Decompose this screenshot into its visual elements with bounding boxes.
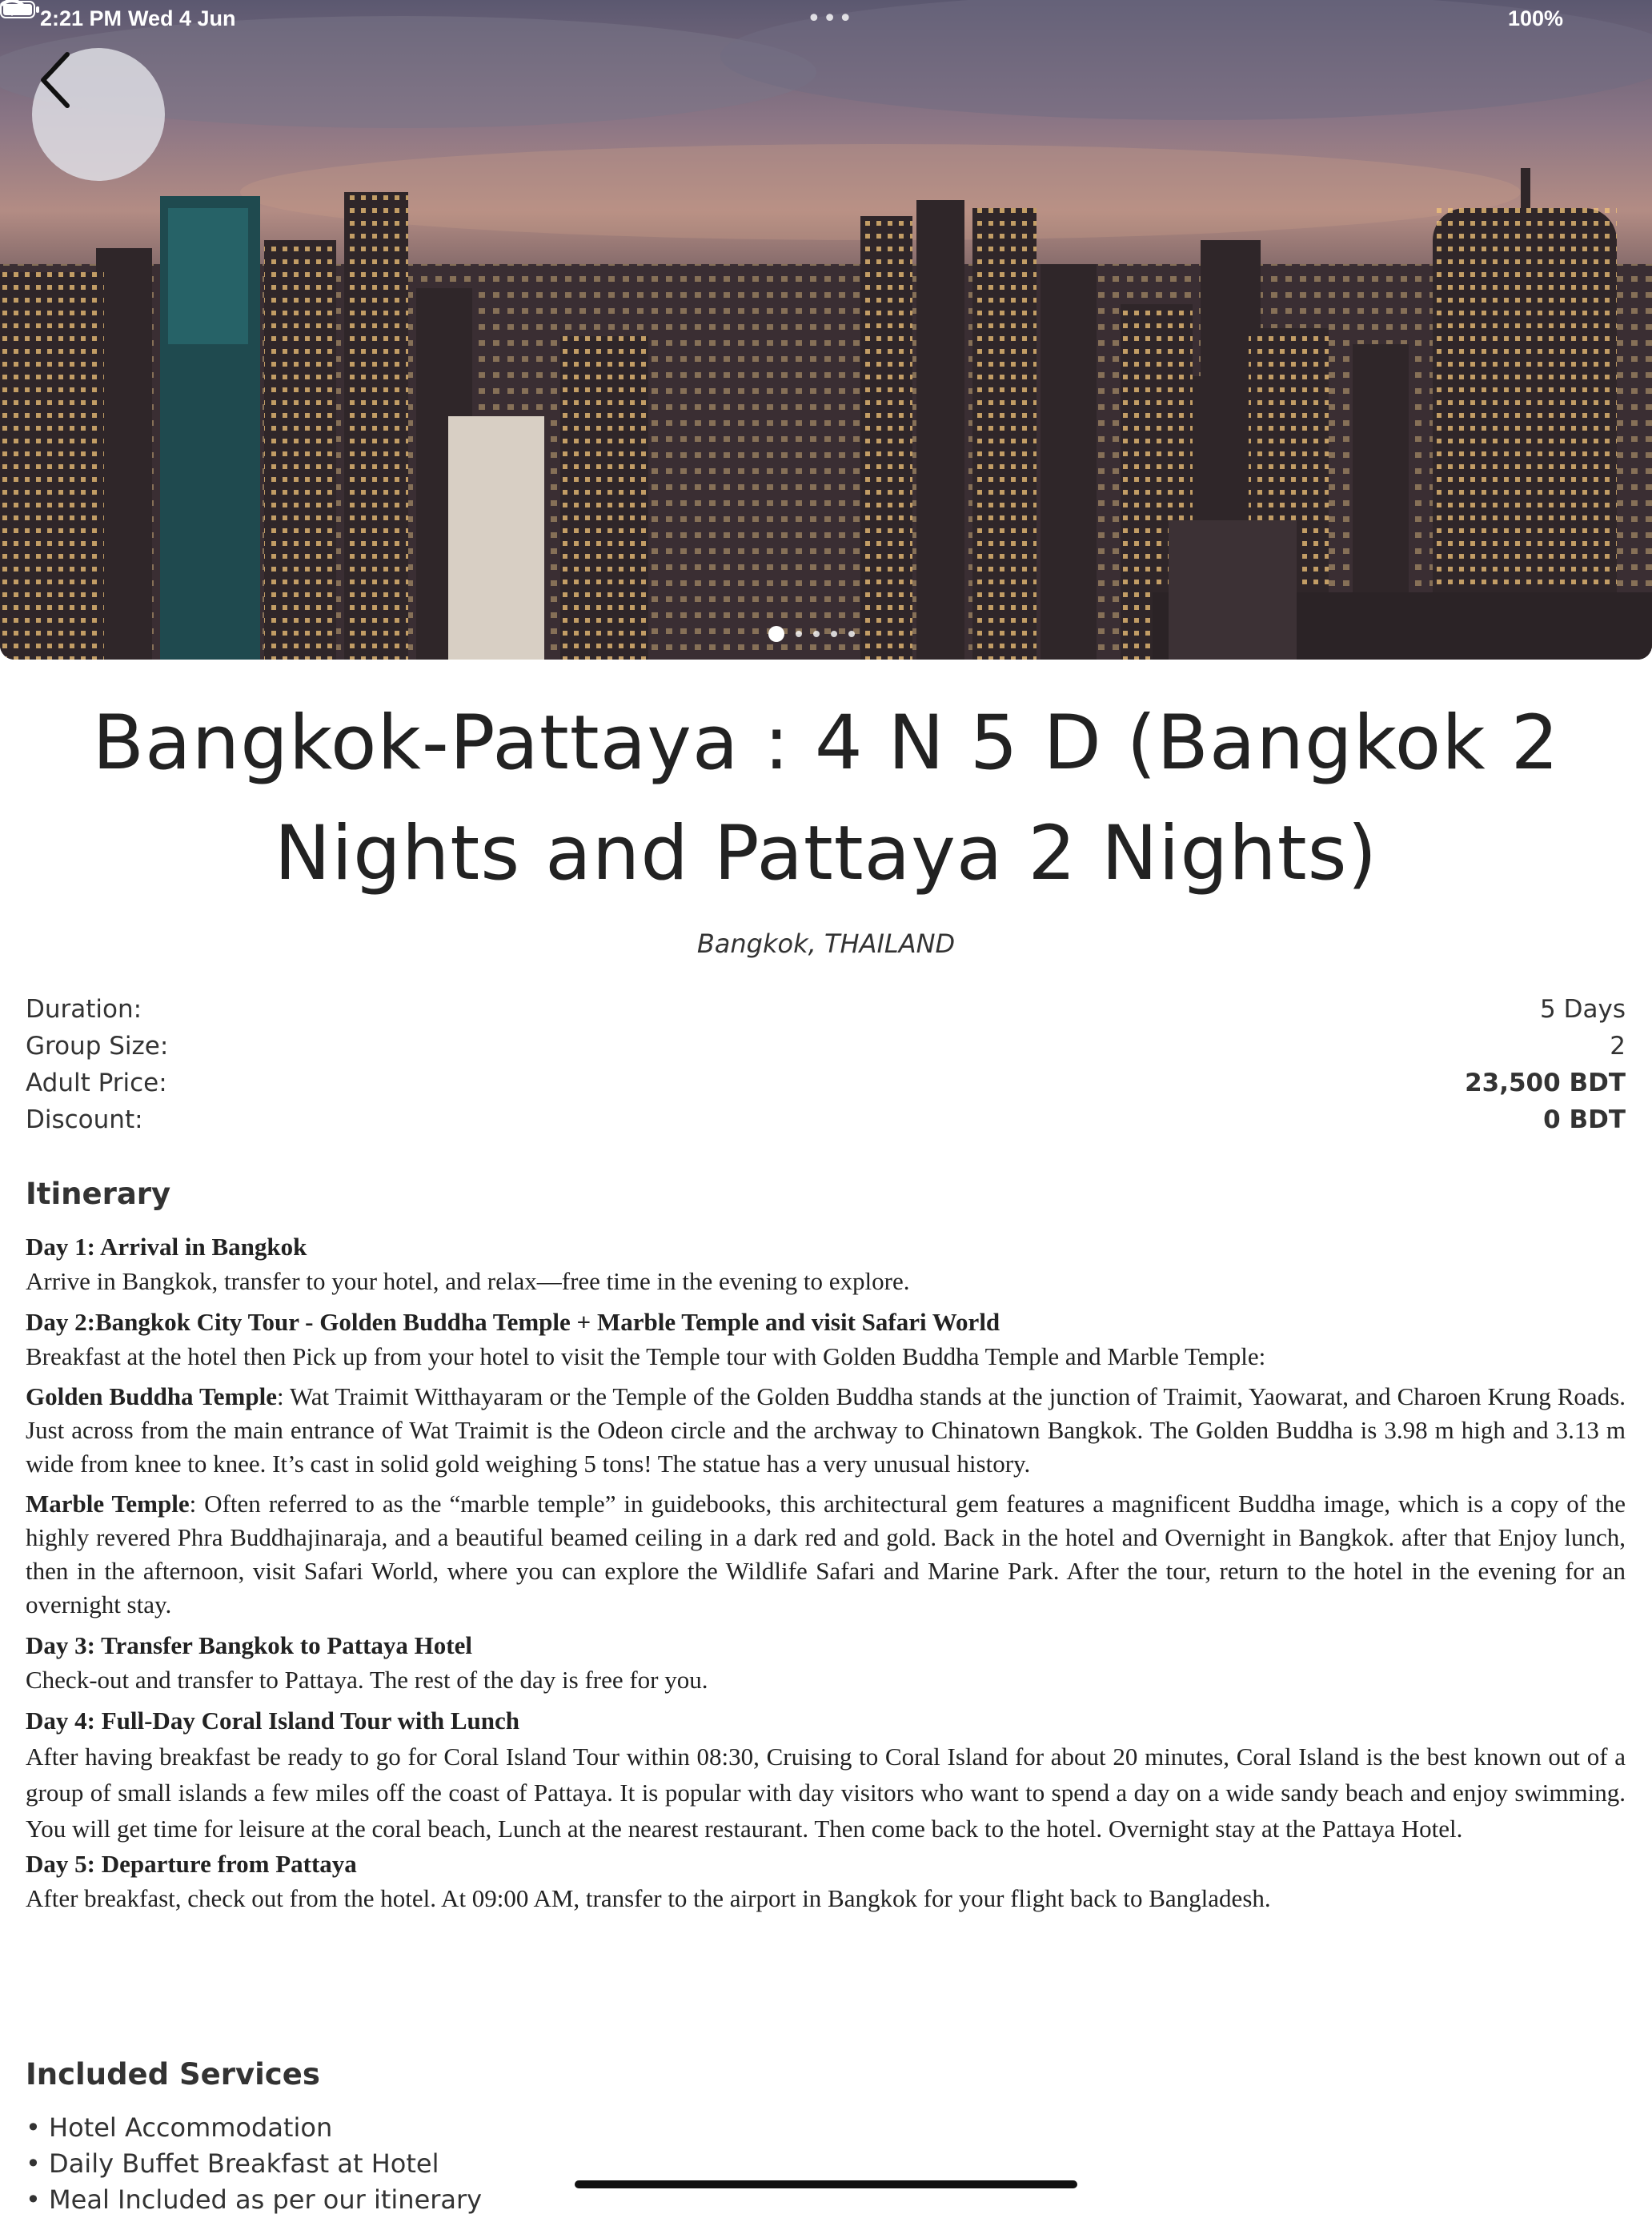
day-description: Check-out and transfer to Pattaya. The rest of the day is free for you. xyxy=(26,1666,708,1694)
day-description: After having breakfast be ready to go for Coral Island Tour within 08:30, Cruising to Coral Island for about 20 minutes, Coral Island is the best known out of a group of small islands a few miles off the coast of Pattaya. It is popular with day visitors who want to spend a day on a wide sandy beach and enjoy swimming. You will get time for leisure at the coral beach, Lunch at the nearest restaurant. Then come back to the hotel. Overnight stay at the Pattaya Hotel. xyxy=(26,1743,1626,1843)
pager-dot-4[interactable] xyxy=(831,631,837,637)
pager-dot-1[interactable] xyxy=(768,626,784,642)
day-title: Day 4: Full-Day Coral Island Tour with Lunch xyxy=(26,1707,519,1735)
fact-duration xyxy=(26,991,1626,1028)
image-pager[interactable] xyxy=(768,626,855,642)
fact-value: 23,500 BDT xyxy=(1465,1069,1626,1097)
multitasking-dots-icon[interactable]: ••• xyxy=(807,5,855,33)
fact-label: Group Size: xyxy=(26,1032,169,1061)
included-services-heading: Included Services xyxy=(26,2057,320,2092)
battery-percentage: 100% xyxy=(1508,6,1564,30)
itinerary-content xyxy=(26,1229,1626,1915)
status-time: 2:21 PM xyxy=(40,6,122,30)
pager-dot-2[interactable] xyxy=(796,631,802,637)
day-title: Day 1: Arrival in Bangkok xyxy=(26,1233,307,1261)
day-title: Day 2:Bangkok City Tour - Golden Buddha Temple + Marble Temple and visit Safari World xyxy=(26,1308,1000,1336)
tour-location: Bangkok, THAILAND xyxy=(696,929,956,959)
fact-value: 2 xyxy=(1610,1032,1626,1061)
fact-value: 0 BDT xyxy=(1543,1105,1626,1134)
fact-label: Duration: xyxy=(26,995,142,1024)
fact-label: Discount: xyxy=(26,1105,143,1134)
back-button[interactable] xyxy=(32,48,165,181)
day-title: Day 5: Departure from Pattaya xyxy=(26,1850,357,1878)
fact-discount xyxy=(26,1101,1626,1138)
marble-temple-text: : Often referred to as the “marble temple” in guidebooks, this architectural gem features a magnificent Buddha image, which is a copy of the highly revered Phra Buddhajinaraja, and a beautiful beamed ceiling in a dark red and gold. Back in the hotel and Overnight in Bangkok. after that Enjoy lunch, then in the afternoon, visit Safari World, where you can explore the Wildlife Safari and Marine Park. After the tour, return to the hotel in the evening for an overnight stay. xyxy=(26,1490,1626,1618)
list-item: • Hotel Accommodation xyxy=(26,2112,333,2143)
marble-temple-paragraph xyxy=(26,1487,1626,1622)
golden-buddha-paragraph xyxy=(26,1380,1626,1481)
fact-label: Adult Price: xyxy=(26,1069,167,1097)
marble-temple-label: Marble Temple xyxy=(26,1490,190,1518)
chevron-left-icon xyxy=(32,48,80,112)
golden-buddha-label: Golden Buddha Temple xyxy=(26,1382,277,1410)
tour-title: Bangkok-Pattaya : 4 N 5 D (Bangkok 2 Nights and Pattaya 2 Nights) xyxy=(92,700,1560,897)
status-date: Wed 4 Jun xyxy=(128,6,236,30)
included-services-list xyxy=(26,2110,1626,2218)
tour-facts xyxy=(26,991,1626,1138)
fact-adult-price xyxy=(26,1065,1626,1101)
pager-dot-5[interactable] xyxy=(848,631,855,637)
day-title: Day 3: Transfer Bangkok to Pattaya Hotel xyxy=(26,1631,472,1659)
golden-buddha-text: : Wat Traimit Witthayaram or the Temple of the Golden Buddha stands at the junction of Traimit, Yaowarat, and Charoen Krung Roads. Just across from the main entrance of Wat Traimit is the Odeon circle and the archway to Chinatown Bangkok. The Golden Buddha is 3.98 m high and 3.13 m wide from knee to knee. It’s cast in solid gold weighing 5 tons! The statue has a very unusual history. xyxy=(26,1382,1626,1478)
pager-dot-3[interactable] xyxy=(813,631,820,637)
city-skyline-illustration xyxy=(0,0,1652,660)
itinerary-heading: Itinerary xyxy=(26,1177,171,1211)
fact-value: 5 Days xyxy=(1540,995,1626,1024)
home-indicator[interactable] xyxy=(575,2180,1077,2188)
day-description: Breakfast at the hotel then Pick up from your hotel to visit the Temple tour with Golden Buddha Temple and Marble Temple: xyxy=(26,1342,1266,1370)
list-item: • Meal Included as per our itinerary xyxy=(26,2184,483,2215)
list-item: • Daily Buffet Breakfast at Hotel xyxy=(26,2148,439,2179)
hero-image[interactable] xyxy=(0,0,1652,660)
day-description: Arrive in Bangkok, transfer to your hotel, and relax—free time in the evening to explore. xyxy=(26,1267,910,1295)
fact-group-size xyxy=(26,1028,1626,1065)
day-description: After breakfast, check out from the hotel. At 09:00 AM, transfer to the airport in Bangkok for your flight back to Bangladesh. xyxy=(26,1884,1271,1912)
battery-icon xyxy=(0,0,40,19)
